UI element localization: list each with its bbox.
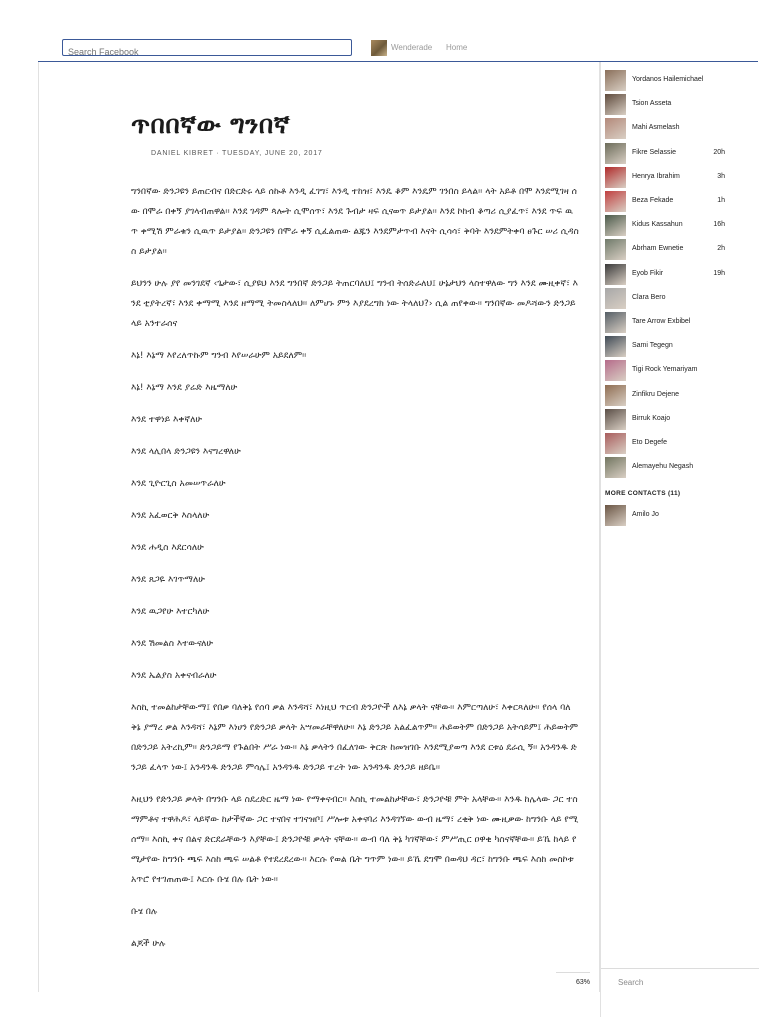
search-facebook-box[interactable] <box>62 39 352 56</box>
contact-item[interactable] <box>605 118 757 140</box>
contact-name: Alemayehu Negash <box>632 463 694 471</box>
contact-avatar <box>605 167 626 188</box>
contact-name: Abrham Ewnetie <box>632 245 684 253</box>
contact-avatar <box>605 385 626 406</box>
contact-last-active: 16h <box>713 221 725 229</box>
contact-item[interactable] <box>605 312 757 334</box>
contact-avatar <box>605 336 626 357</box>
contact-name: Tare Arrow Exbibel <box>632 318 691 325</box>
chat-sidebar <box>600 62 758 1017</box>
contact-name: Birruk Koajo <box>632 414 671 422</box>
contact-name: Kidus Kassahun <box>632 221 683 229</box>
note-byline: DANIEL KIBRET · TUESDAY, JUNE 20, 2017 <box>151 150 323 157</box>
note-card <box>38 62 600 992</box>
contact-name: Sami Tegegn <box>632 342 673 350</box>
contact-item[interactable] <box>605 191 757 213</box>
contact-avatar <box>605 191 626 212</box>
contact-item[interactable] <box>605 409 757 431</box>
more-contacts-header: MORE CONTACTS (11) <box>605 490 681 497</box>
note-line: ልጆች ሁሉ <box>131 939 166 949</box>
contact-avatar <box>605 239 626 260</box>
profile-avatar[interactable] <box>371 40 387 56</box>
note-paragraph: ይህንን ሁሉ ያየ መንገደኛ ‹ጌታው፣ ሲያዩህ እንደ ግንበኛ ድንጋይ ትጠርባለህ፤ ግንብ ትሰድራለህ፤ ሁኔታህን ላስተዋለው ግን እንደ ሙዚቀኛ፣ እንደ ቲያትረኛ፣ እንደ ቀማሚ እንደ ዘማሚ ትመስላለህ፡፡ ለምሆኑ ምን እያደረግክ ነው ትላለህ?› ሲል ጠየቀው፡፡ ግንበኛው መዶሻውን ድንጋይ ላይ አንተራሰና <box>131 279 578 329</box>
contact-name: Tsion Asseta <box>632 100 672 108</box>
note-line: እንደ አፈወርቅ እስላለሁ <box>131 511 210 521</box>
note-line: እንደ ሐዲስ እደርሳለሁ <box>131 543 204 553</box>
contact-last-active: 2h <box>717 245 725 253</box>
contact-item[interactable] <box>605 143 757 165</box>
contact-name: Zinfikru Dejene <box>632 390 680 398</box>
contact-item[interactable] <box>605 239 757 261</box>
contact-item[interactable] <box>605 505 757 527</box>
contact-item[interactable] <box>605 167 757 189</box>
contact-name: Tigi Rock Yemariyam <box>632 366 698 374</box>
contact-name: Eyob Fikir <box>632 269 664 277</box>
contact-name: Henrya Ibrahim <box>632 172 680 180</box>
search-facebook-input[interactable] <box>63 45 351 60</box>
sidebar-search-input[interactable] <box>601 969 759 990</box>
contact-item[interactable] <box>605 94 757 116</box>
contact-name: Clara Bero <box>632 293 666 301</box>
contact-name: Beza Fekade <box>632 197 674 204</box>
contact-last-active: 20h <box>713 148 725 156</box>
contact-avatar <box>605 264 626 285</box>
contact-avatar <box>605 433 626 454</box>
contact-avatar <box>605 360 626 381</box>
note-line: እንደ ጸጋዬ እገጥማለሁ <box>131 575 205 585</box>
contact-avatar <box>605 94 626 115</box>
contact-name: Amilo Jo <box>632 511 659 518</box>
home-link[interactable]: Home <box>446 43 468 52</box>
contact-last-active: 3h <box>717 172 725 180</box>
contact-item[interactable] <box>605 433 757 455</box>
contact-item[interactable] <box>605 360 757 382</box>
contact-avatar <box>605 409 626 430</box>
contact-avatar <box>605 312 626 333</box>
contact-last-active: 19h <box>713 269 725 277</box>
contact-name: Eto Degefe <box>632 439 668 446</box>
sidebar-search-box[interactable] <box>601 968 759 990</box>
contact-avatar <box>605 457 626 478</box>
note-line: እኔ! እኔማ እንደ ያሬድ እዜማለሁ <box>131 383 238 393</box>
contact-avatar <box>605 288 626 309</box>
note-body <box>131 182 579 966</box>
note-line: እንደ ዉጋየሁ እተርካለሁ <box>131 607 210 617</box>
note-paragraph: ግንበኛው ድንጋዩን ይጠርብና በድርድሩ ላይ ሰኩቶ እንዲ ፈገግ፣ እንዲ ተከዝ፣ እንዴ ቆም እንዴም ገንበስ ይላል፡፡ ላት አይቶ በሞ እንደሚገዛ ሰው በሞራ በቀኝ ያገላብጠዋል፡፡ እንደ ገዳም ጳሎት ሲሞሰጥ፣ እንደ ጉብታ ዛፍ ሲናወጥ ይታያል፡፡ እንደ ኮከብ ቆጣሪ ሲያፈጥ፣ እንደ ጥፍ ዉጥ ቀሚሽ ምራቁን ሲዉጥ ይታያል፡፡ ድንጋዩን በሞራ ቀኝ ሲፈልጠው ልጁን እንደምታጥብ እናት ሲሳሳ፣ ቅባት እንደምትቀባ ፀጉር ሠሪ ሲዳስስ ይታያል፡፡ <box>131 187 579 257</box>
note-line: እንደ ተዋነይ እቀኛለሁ <box>131 415 203 425</box>
profile-name-link[interactable]: Wenderade <box>391 43 433 52</box>
contact-item[interactable] <box>605 385 757 407</box>
contact-avatar <box>605 143 626 164</box>
contact-avatar <box>605 215 626 236</box>
contact-item[interactable] <box>605 336 757 358</box>
contact-name: Mahi Asmelash <box>632 124 680 132</box>
contact-avatar <box>605 70 626 91</box>
top-bar <box>0 0 768 62</box>
contact-item[interactable] <box>605 288 757 310</box>
note-line: እኔ! እኔማ እየረለጥኩም ግንብ እየሠራሁም አይደለም፡፡ <box>131 351 307 361</box>
contact-name: Fikre Selassie <box>632 148 676 156</box>
note-line: እንደ ሽመልስ እተውናለሁ <box>131 639 214 649</box>
note-paragraph: እዚህን የድንጋይ ቃላት በግንቡ ላይ ስደረድር ዜማ ነው የማቀናብር፡፡ እስኪ ተመልከታቸው፣ ድንጋዮቹ ምት አላቸው፡፡ እንዱ ከሌላው ጋር ተስማምቶና ተዋሕዶ፣ ላይኛው ከታችኛው ጋር ተናበና ተገናዝቦ፤ ሥሎቱ አቀናባሪ እንዳገኘው ውብ ዜማ፣ ረቂቅ ነው ሙዚቃው ከግንቡ ላይ የሚሰማ፡፡ እስኪ ቀና በልና ድርደራቸውን እያቸው፤ ድንጋዮቹ ቃላት ናቸው፡፡ ውብ ባለ ቅኔ ካገኛቸው፣ ምሥጢር ዐዋቂ ካስናኛቸው፡፡ ይኼ ከላይ የሚታየው ከግንቡ ጫፍ እስከ ጫፍ ሠልቶ የተደረደረው፡፡ እርሱ የወል ቤት ግጥም ነው፡፡ ይኼ ደግሞ በወዳህ ዳር፣ ከግንቡ ጫፍ እስከ መስኮቱ አጥሮ የተገጠጠው፤ እርሱ ቡሄ በሉ ቤት ነው፡፡ <box>131 795 579 885</box>
contact-last-active: 1h <box>717 197 725 204</box>
contact-item[interactable] <box>605 70 757 92</box>
note-line: እንደ ኤልያስ አቀናብራለሁ <box>131 671 217 681</box>
note-paragraph: እስኪ ተመልከታቸውማ፤ የበቃ ባለቅኔ የሰባ ቃል እንዳሻ፣ እነዚህ ጥርብ ድንጋዮች ለእኔ ቃላት ናቸው፡፡ እምርጣለሁ፣ እቀርጻለሁ፡፡ የሰላ ባለ ቅኔ ያማረ ቃል እንዳሻ፣ እኔም እነሀን የድንጋይ ቃላት አሣመራቸዋለሁ፡፡ እኔ ድንጋይ አልፈልጥም፡፡ ሕይወትም በድንጋይ አትሳይም፤ ሕይወትም በድንጋይ አትረኪም፡፡ ድንጋይማ የጉልበት ሥራ ነው፡፡ እኔ ቃላትን በፈለገው ቅርጽ ከመዝገቡ እንደሚያወጣ እንደ ርቱዕ ደራሲ ኝ፡፡ አንዳንዱ ድንጋይ ፈላጥ ነው፤ አንዳንዱ ድንጋይ ምሳሌ፤ አንዳንዱ ድንጋይ ተረት ነው አንዳንዱ ድንጋይ ዘይቤ፡፡ <box>131 703 579 773</box>
contact-avatar <box>605 118 626 139</box>
note-line: እንደ ጊዮርጊስ አመሠጥራለሁ <box>131 479 226 489</box>
zoom-indicator: 63% <box>556 972 590 990</box>
note-line: ቡሄ በሉ <box>131 907 158 917</box>
contact-name: Yordanos Hailemichael <box>632 76 704 83</box>
contact-avatar <box>605 505 626 526</box>
note-line: እንደ ላሊበላ ድንጋዩን እናግረዋለሁ <box>131 447 241 457</box>
contact-item[interactable] <box>605 215 757 237</box>
note-title: ጥበበኛው ግንበኛ <box>131 110 291 139</box>
contact-item[interactable] <box>605 264 757 286</box>
contact-item[interactable] <box>605 457 757 479</box>
